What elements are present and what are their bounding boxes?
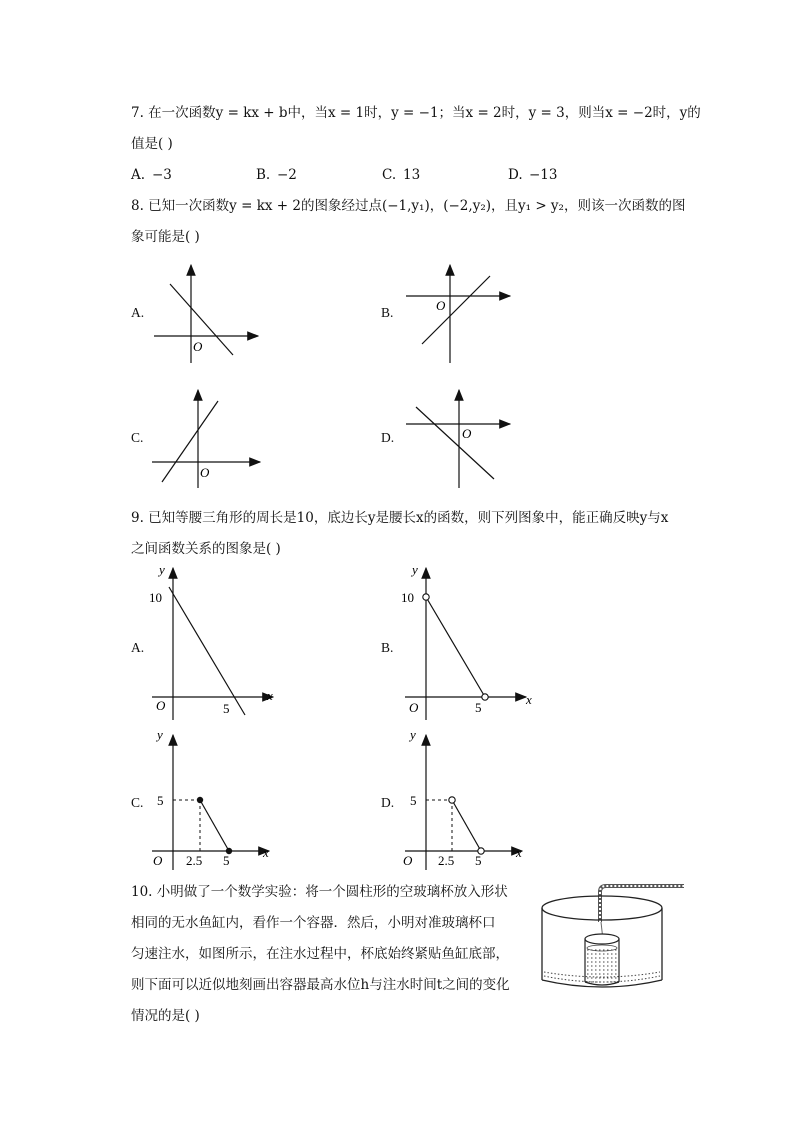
origin-label: O xyxy=(436,298,446,313)
q10-stem-line4: 则下面可以近似地刻画出容器最高水位h与注水时间t之间的变化 xyxy=(131,977,510,993)
q7-stem-line1: 7. 在一次函数y = kx + b中，当x = 1时，y = −1；当x = 2时，y = 3，则当x = −2时，y的 xyxy=(131,105,701,121)
q10-stem-line5: 情况的是( ) xyxy=(131,1008,200,1024)
y-axis-label: y xyxy=(159,562,165,577)
q9-graph-c xyxy=(145,725,285,870)
origin-label: O xyxy=(200,465,210,480)
q7-option-c-label: C. xyxy=(382,167,397,183)
origin-label: O xyxy=(462,426,472,441)
cup-top-rim xyxy=(585,934,619,944)
q9-option-a-label: A. xyxy=(131,640,145,655)
x-tick-label: 5 xyxy=(475,853,482,868)
origin-label: O xyxy=(409,700,419,715)
y-tick-label: 5 xyxy=(410,793,417,808)
q7-option-a-label: A. xyxy=(131,167,146,183)
open-endpoint-top xyxy=(449,797,455,803)
origin-label: O xyxy=(156,698,166,713)
x-tick-label: 5 xyxy=(223,853,230,868)
fish-tank-figure xyxy=(536,882,686,994)
graph-line xyxy=(452,800,481,851)
q9-option-b-label: B. xyxy=(381,640,394,655)
y-axis-label: y xyxy=(412,562,418,577)
x-tick-mid-label: 2.5 xyxy=(438,853,455,868)
x-tick-label: 5 xyxy=(475,700,482,715)
q7-option-b-value: −2 xyxy=(277,167,297,183)
y-axis-label: y xyxy=(410,727,416,742)
x-tick-mid-label: 2.5 xyxy=(186,853,203,868)
x-axis-label: x xyxy=(263,845,269,860)
q9-stem-line2: 之间函数关系的图象是( ) xyxy=(131,541,281,557)
cup-water xyxy=(587,950,617,982)
x-tick-label: 5 xyxy=(223,701,230,716)
solid-endpoint-top xyxy=(197,797,203,803)
y-tick-label: 5 xyxy=(157,793,164,808)
q10-stem-line2: 相同的无水鱼缸内，看作一个容器．然后，小明对准玻璃杯口 xyxy=(131,915,496,931)
graph-line xyxy=(169,587,245,715)
q8-graph-c xyxy=(150,385,265,490)
origin-label: O xyxy=(193,339,203,354)
q7-option-d-value: −13 xyxy=(529,167,558,183)
tank-bottom xyxy=(542,980,662,987)
q7-option-a-value: −3 xyxy=(152,167,172,183)
q7-option-c-value: 13 xyxy=(403,167,421,183)
q7-option-d-label: D. xyxy=(508,167,523,183)
x-axis-label: x xyxy=(267,688,273,703)
q9-stem-line1: 9. 已知等腰三角形的周长是10，底边长y是腰长x的函数，则下列图象中，能正确反映y与x xyxy=(131,510,669,526)
open-endpoint-top xyxy=(423,594,429,600)
q8-stem-line2: 象可能是( ) xyxy=(131,229,200,245)
open-endpoint-right xyxy=(482,694,488,700)
graph-line xyxy=(200,800,229,851)
q8-option-a-label: A. xyxy=(131,305,145,320)
q8-option-b-label: B. xyxy=(381,305,394,320)
graph-line xyxy=(422,276,490,344)
q10-stem-line1: 10. 小明做了一个数学实验：将一个圆柱形的空玻璃杯放入形状 xyxy=(131,884,508,900)
x-axis-label: x xyxy=(516,845,522,860)
q8-stem-line1: 8. 已知一次函数y = kx + 2的图象经过点(−1,y₁)，(−2,y₂)，且y₁ > y₂，则该一次函数的图 xyxy=(131,198,686,214)
graph-line xyxy=(416,407,494,479)
graph-line xyxy=(426,597,485,697)
q8-option-c-label: C. xyxy=(131,430,144,445)
q7-stem-line2: 值是( ) xyxy=(131,136,173,152)
y-tick-label: 10 xyxy=(149,590,162,605)
graph-line xyxy=(162,401,218,482)
q9-graph-a xyxy=(145,560,285,720)
q10-stem-line3: 匀速注水，如图所示，在注水过程中，杯底始终紧贴鱼缸底部， xyxy=(131,946,509,962)
y-tick-label: 10 xyxy=(401,590,414,605)
q8-option-d-label: D. xyxy=(381,430,395,445)
q7-option-b-label: B. xyxy=(256,167,271,183)
origin-label: O xyxy=(403,853,413,868)
q9-graph-b xyxy=(398,560,538,720)
q8-graph-a xyxy=(150,260,265,365)
q8-graph-d xyxy=(402,385,517,490)
q9-graph-d xyxy=(398,725,538,870)
x-axis-label: x xyxy=(526,692,532,707)
y-axis-label: y xyxy=(157,727,163,742)
origin-label: O xyxy=(153,853,163,868)
cup-bottom xyxy=(585,982,619,985)
q8-graph-b xyxy=(402,260,517,365)
q9-option-c-label: C. xyxy=(131,795,144,810)
q9-option-d-label: D. xyxy=(381,795,395,810)
